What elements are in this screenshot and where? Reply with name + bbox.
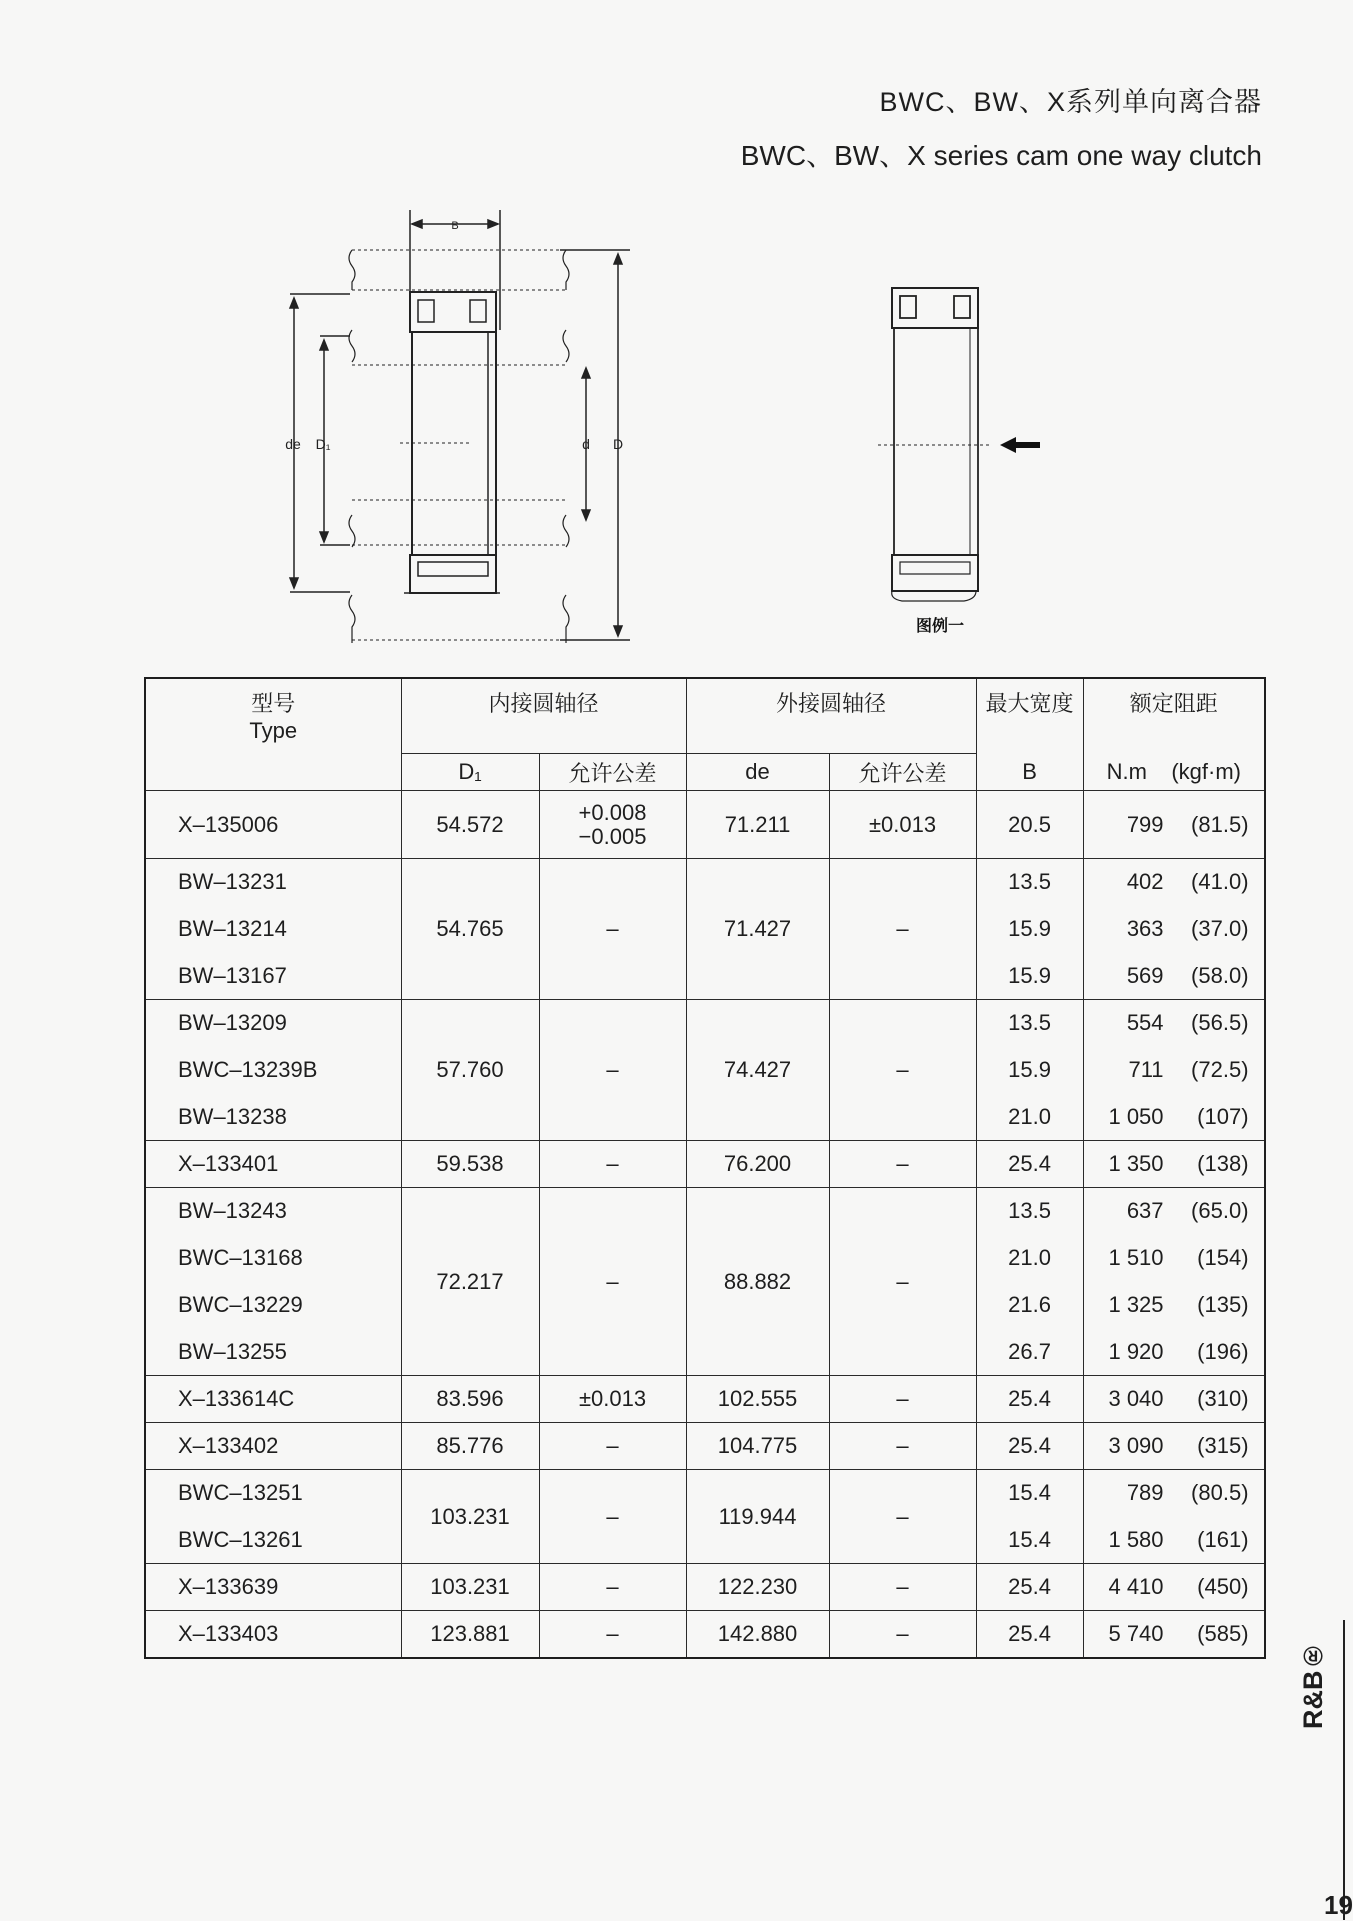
arrow-icon (1000, 437, 1040, 453)
cell-type: X–133639 (145, 1564, 401, 1611)
cell-type: X–133614C (145, 1376, 401, 1423)
torque-kgf: (107) (1197, 1103, 1249, 1129)
torque-kgf: (80.5) (1191, 1480, 1249, 1506)
torque-nm: 3 040 (1108, 1386, 1164, 1411)
torque-kgf: (310) (1197, 1386, 1249, 1411)
cell-de: 119.944 (686, 1470, 829, 1564)
cell-type: X–133403 (145, 1611, 401, 1658)
cell-b: 20.5 (976, 791, 1083, 859)
table-row (145, 1423, 1265, 1470)
table-row (145, 1376, 1265, 1423)
torque-kgf: (58.0) (1191, 962, 1249, 988)
cell-torque (1083, 1611, 1265, 1658)
cell-b: 15.4 (976, 1470, 1083, 1517)
cell-de: 102.555 (686, 1376, 829, 1423)
col-torque: 额定阻距 (1083, 678, 1265, 754)
torque-kgf: (41.0) (1191, 869, 1249, 895)
col-tol2: 允许公差 (829, 754, 976, 791)
cell-tol1: – (539, 1470, 686, 1564)
cell-tol1: – (539, 1141, 686, 1188)
cell-d1: 85.776 (401, 1423, 539, 1470)
cell-torque (1083, 1329, 1265, 1376)
torque-nm: 1 325 (1108, 1292, 1164, 1317)
cell-type: BW–13238 (145, 1094, 401, 1141)
table-row (145, 1564, 1265, 1611)
clutch-diagram (0, 200, 1346, 650)
tol-line: +0.008 (578, 799, 647, 825)
cell-torque (1083, 1188, 1265, 1235)
col-outer: 外接圆轴径 (686, 678, 976, 754)
dim-label-d1: D₁ (315, 436, 331, 452)
cell-b: 25.4 (976, 1564, 1083, 1611)
cell-tol1: – (539, 859, 686, 1000)
cell-tol2: – (829, 1000, 976, 1141)
table-row (145, 1611, 1265, 1658)
table-row (145, 791, 1265, 859)
torque-nm: 363 (1126, 916, 1164, 941)
torque-nm: 554 (1126, 1010, 1164, 1036)
cell-torque (1083, 1094, 1265, 1141)
dim-label-D: D (612, 436, 624, 452)
cell-tol1: – (539, 1188, 686, 1376)
torque-nm: 1 920 (1108, 1338, 1164, 1364)
torque-nm: 711 (1128, 1057, 1164, 1082)
page-number: 19 (1324, 1890, 1353, 1920)
table-row (145, 1000, 1265, 1047)
torque-nm: 4 410 (1108, 1574, 1164, 1599)
cell-tol2: – (829, 1423, 976, 1470)
cell-tol1: – (539, 1564, 686, 1611)
cell-type: BW–13255 (145, 1329, 401, 1376)
page-title-en: BWC、BW、X series cam one way clutch (740, 140, 1262, 171)
torque-kgf: (56.5) (1191, 1010, 1249, 1036)
cell-d1: 72.217 (401, 1188, 539, 1376)
spec-table (144, 677, 1266, 1659)
dim-label-de: de (285, 436, 301, 452)
col-d1: D₁ (401, 754, 539, 791)
cell-type: BW–13214 (145, 906, 401, 953)
cell-type: BW–13243 (145, 1188, 401, 1235)
torque-kgf: (196) (1197, 1338, 1249, 1364)
table-row (145, 1141, 1265, 1188)
cell-b: 26.7 (976, 1329, 1083, 1376)
tol-line: −0.005 (578, 823, 647, 849)
cell-type: BW–13209 (145, 1000, 401, 1047)
torque-kgf: (135) (1197, 1292, 1249, 1317)
table-row (145, 859, 1265, 906)
cell-de: 71.211 (686, 791, 829, 859)
cell-torque (1083, 1423, 1265, 1470)
cell-torque (1083, 1376, 1265, 1423)
cell-tol1: – (539, 1000, 686, 1141)
cell-de: 142.880 (686, 1611, 829, 1658)
torque-kgf: (65.0) (1191, 1198, 1249, 1224)
cell-type: BW–13167 (145, 953, 401, 1000)
torque-kgf: (161) (1197, 1526, 1249, 1552)
cell-type: X–135006 (145, 791, 401, 859)
cell-de: 88.882 (686, 1188, 829, 1376)
diagram-caption: 图例一 (915, 618, 965, 635)
cell-b: 13.5 (976, 859, 1083, 906)
torque-kgf: (138) (1197, 1151, 1249, 1176)
cell-tol2: – (829, 1376, 976, 1423)
cell-torque (1083, 1282, 1265, 1329)
table-body (145, 791, 1265, 1658)
torque-nm: 3 090 (1108, 1433, 1164, 1458)
torque-nm: 1 050 (1108, 1103, 1164, 1129)
cell-b: 15.9 (976, 1047, 1083, 1094)
cell-tol2: – (829, 859, 976, 1000)
cell-d1: 83.596 (401, 1376, 539, 1423)
torque-kgf: (585) (1197, 1620, 1249, 1646)
torque-kgf: (72.5) (1191, 1057, 1249, 1082)
cell-type: BW–13231 (145, 859, 401, 906)
cell-type: BWC–13251 (145, 1470, 401, 1517)
cell-tol2: – (829, 1188, 976, 1376)
cell-tol2: – (829, 1611, 976, 1658)
cell-d1: 54.572 (401, 791, 539, 859)
torque-kgf: (450) (1197, 1574, 1249, 1599)
cell-d1: 103.231 (401, 1564, 539, 1611)
cell-b: 21.0 (976, 1094, 1083, 1141)
cell-de: 71.427 (686, 859, 829, 1000)
cell-type: BWC–13229 (145, 1282, 401, 1329)
cell-torque (1083, 791, 1265, 859)
cell-b: 15.4 (976, 1517, 1083, 1564)
cell-d1: 103.231 (401, 1470, 539, 1564)
cell-de: 122.230 (686, 1564, 829, 1611)
cell-tol1: – (539, 1611, 686, 1658)
cell-type: X–133401 (145, 1141, 401, 1188)
cell-b: 15.9 (976, 906, 1083, 953)
brand-logo: R&B® (1298, 1640, 1328, 1730)
cell-tol1: – (539, 1423, 686, 1470)
torque-nm: 789 (1126, 1480, 1164, 1506)
cell-tol1 (539, 791, 686, 859)
cell-torque (1083, 1564, 1265, 1611)
torque-nm: 402 (1126, 869, 1164, 895)
dim-label-d: d (582, 436, 590, 452)
cell-d1: 54.765 (401, 859, 539, 1000)
cell-type: BWC–13261 (145, 1517, 401, 1564)
cell-torque (1083, 1235, 1265, 1282)
torque-kgf: (37.0) (1191, 916, 1249, 941)
cell-torque (1083, 1047, 1265, 1094)
cell-tol2: – (829, 1141, 976, 1188)
cell-tol2: – (829, 1564, 976, 1611)
cell-tol2: – (829, 1470, 976, 1564)
cell-de: 104.775 (686, 1423, 829, 1470)
cell-torque (1083, 1517, 1265, 1564)
col-inner: 内接圆轴径 (401, 678, 686, 754)
torque-kgf: (315) (1197, 1433, 1249, 1458)
cell-b: 15.9 (976, 953, 1083, 1000)
cell-type: X–133402 (145, 1423, 401, 1470)
cell-torque (1083, 1141, 1265, 1188)
cell-tol1: ±0.013 (539, 1376, 686, 1423)
col-width: 最大宽度 (976, 678, 1083, 754)
cell-b: 25.4 (976, 1141, 1083, 1188)
torque-nm: 5 740 (1108, 1620, 1164, 1646)
torque-nm: 569 (1126, 962, 1164, 988)
col-tol1: 允许公差 (539, 754, 686, 791)
cell-b: 21.0 (976, 1235, 1083, 1282)
col-nm: N.m (kgf·m) (1083, 754, 1265, 791)
cell-b: 25.4 (976, 1611, 1083, 1658)
torque-nm: 1 580 (1108, 1526, 1164, 1552)
cell-torque (1083, 859, 1265, 906)
cell-tol2: ±0.013 (829, 791, 976, 859)
cell-d1: 57.760 (401, 1000, 539, 1141)
cell-de: 76.200 (686, 1141, 829, 1188)
cell-d1: 123.881 (401, 1611, 539, 1658)
cell-b: 13.5 (976, 1188, 1083, 1235)
torque-nm: 1 510 (1108, 1245, 1164, 1270)
margin-rule (1343, 1620, 1345, 1920)
cell-b: 21.6 (976, 1282, 1083, 1329)
cell-b: 25.4 (976, 1376, 1083, 1423)
cell-torque (1083, 953, 1265, 1000)
cell-de: 74.427 (686, 1000, 829, 1141)
torque-kgf: (81.5) (1191, 811, 1249, 837)
col-b: B (976, 754, 1083, 791)
col-type: 型号 Type (145, 678, 401, 791)
table-row (145, 1470, 1265, 1517)
cell-type: BWC–13239B (145, 1047, 401, 1094)
col-de: de (686, 754, 829, 791)
table-row (145, 1188, 1265, 1235)
torque-nm: 1 350 (1108, 1151, 1164, 1176)
dim-label-b: B (451, 220, 459, 232)
cell-torque (1083, 906, 1265, 953)
cell-b: 25.4 (976, 1423, 1083, 1470)
cell-b: 13.5 (976, 1000, 1083, 1047)
page-title-cn: BWC、BW、X系列单向离合器 (879, 87, 1262, 117)
cell-torque (1083, 1000, 1265, 1047)
cell-type: BWC–13168 (145, 1235, 401, 1282)
cell-torque (1083, 1470, 1265, 1517)
torque-nm: 799 (1126, 811, 1164, 837)
torque-nm: 637 (1126, 1198, 1164, 1224)
torque-kgf: (154) (1197, 1245, 1249, 1270)
cell-d1: 59.538 (401, 1141, 539, 1188)
